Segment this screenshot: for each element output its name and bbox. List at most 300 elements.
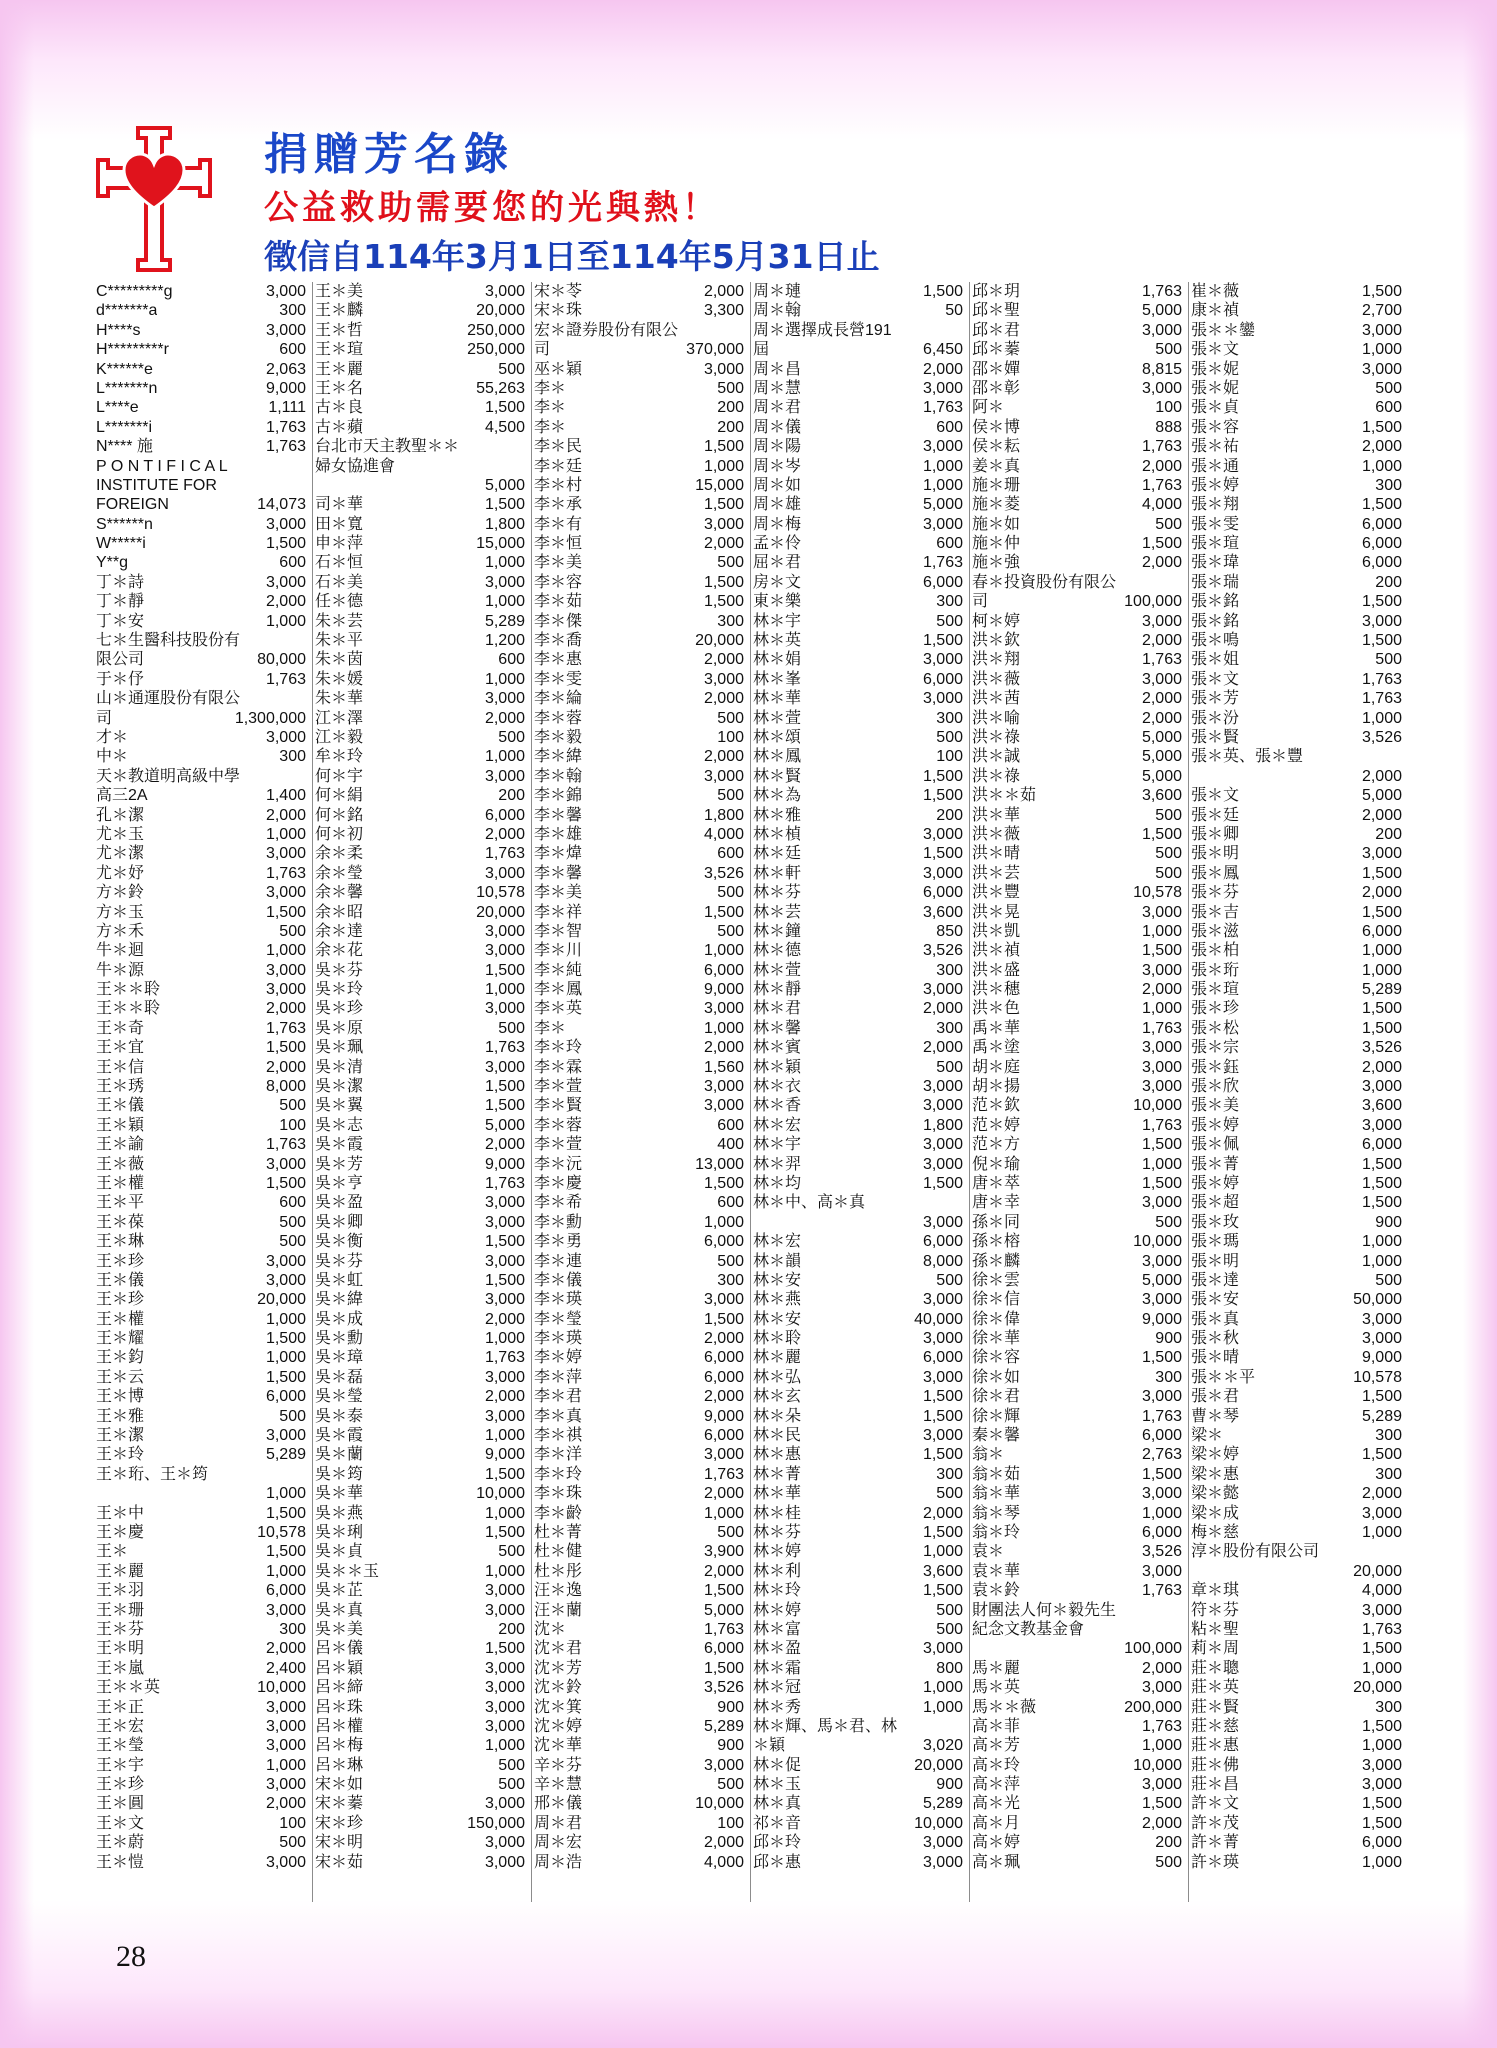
donor-row xyxy=(972,1252,1182,1271)
donor-name: 紀念文教基金會 xyxy=(972,1620,1085,1638)
donor-name: 莊＊聰 xyxy=(1191,1659,1240,1677)
donor-row xyxy=(1191,360,1402,379)
donation-amount: 1,000 xyxy=(1361,709,1402,727)
donation-amount: 2,000 xyxy=(484,709,525,727)
donation-amount: 1,000 xyxy=(1141,1504,1182,1522)
donor-row xyxy=(1191,825,1402,844)
donor-name: 吳＊美 xyxy=(315,1620,364,1638)
donor-row xyxy=(753,573,963,592)
donation-amount: 6,000 xyxy=(1361,922,1402,940)
donor-row xyxy=(972,767,1182,786)
donor-name: 周＊翰 xyxy=(753,302,802,320)
donor-name: 江＊澤 xyxy=(315,709,364,727)
donation-amount: 1,763 xyxy=(703,1620,744,1638)
donor-name: 李＊ xyxy=(534,379,567,397)
donation-amount: 500 xyxy=(498,1019,525,1037)
donor-row xyxy=(1191,941,1402,960)
donation-amount: 80,000 xyxy=(257,651,306,669)
donor-row xyxy=(753,1038,963,1057)
donor-row xyxy=(753,1368,963,1387)
donation-amount: 300 xyxy=(936,1019,963,1037)
donor-row xyxy=(96,1833,306,1852)
donation-amount: 3,000 xyxy=(922,1097,963,1115)
donation-amount: 600 xyxy=(498,651,525,669)
donor-row xyxy=(96,282,306,301)
donor-row xyxy=(315,631,525,650)
donor-name: 丁＊詩 xyxy=(96,573,145,591)
donor-name: 吳＊芬 xyxy=(315,961,364,979)
donor-row xyxy=(753,883,963,902)
donor-name: 林＊冠 xyxy=(753,1679,802,1697)
donor-row xyxy=(753,1310,963,1329)
donor-name: 吳＊虹 xyxy=(315,1271,364,1289)
donor-column xyxy=(313,282,532,1902)
donation-amount: 3,000 xyxy=(1141,1078,1182,1096)
donor-row xyxy=(534,282,744,301)
donor-name: 翁＊ xyxy=(972,1446,1005,1464)
donor-row xyxy=(972,1155,1182,1174)
donor-name: 洪＊豐 xyxy=(972,884,1021,902)
donor-name: 莊＊惠 xyxy=(1191,1737,1240,1755)
donor-name: 周＊君 xyxy=(534,1814,583,1832)
donor-row xyxy=(534,1348,744,1367)
donor-name: 張＊貞 xyxy=(1191,399,1240,417)
donor-name: 梁＊惠 xyxy=(1191,1465,1240,1483)
donor-row xyxy=(96,612,306,631)
donor-row xyxy=(315,1853,525,1872)
donor-name: 邢＊儀 xyxy=(534,1795,583,1813)
donor-name: 洪＊祿 xyxy=(972,728,1021,746)
donor-row xyxy=(972,1135,1182,1154)
donation-amount: 1,000 xyxy=(265,612,306,630)
donor-row xyxy=(1191,1174,1402,1193)
donor-row xyxy=(315,1581,525,1600)
donation-amount: 1,000 xyxy=(1361,1737,1402,1755)
donor-name: 張＊美 xyxy=(1191,1097,1240,1115)
donor-row xyxy=(96,1077,306,1096)
donor-name: 洪＊凱 xyxy=(972,922,1021,940)
donation-amount: 2,000 xyxy=(484,1310,525,1328)
donation-amount: 1,500 xyxy=(1141,1465,1182,1483)
donor-row xyxy=(1191,1348,1402,1367)
donor-name: 何＊絹 xyxy=(315,787,364,805)
donation-amount: 1,300,000 xyxy=(234,709,306,727)
donation-amount: 3,000 xyxy=(1141,379,1182,397)
donor-name: 林＊均 xyxy=(753,1174,802,1192)
donation-amount: 500 xyxy=(1375,1271,1402,1289)
donor-row xyxy=(972,1096,1182,1115)
donor-name: 李＊川 xyxy=(534,942,583,960)
donor-name: 梁＊成 xyxy=(1191,1504,1240,1522)
donor-row xyxy=(534,1445,744,1464)
donor-row xyxy=(315,321,525,340)
donor-row xyxy=(534,398,744,417)
donor-name: 林＊聆 xyxy=(753,1330,802,1348)
donor-name: 禹＊華 xyxy=(972,1019,1021,1037)
donor-name: 洪＊華 xyxy=(972,806,1021,824)
donation-amount: 14,073 xyxy=(257,496,306,514)
page-number: 28 xyxy=(116,1940,146,1973)
donor-row xyxy=(315,1174,525,1193)
donor-name: 王＊珍 xyxy=(96,1252,145,1270)
donation-amount: 1,500 xyxy=(922,1407,963,1425)
donation-amount: 500 xyxy=(1155,1213,1182,1231)
donation-amount: 3,526 xyxy=(1361,1039,1402,1057)
donor-row xyxy=(315,340,525,359)
donation-amount: 3,526 xyxy=(703,864,744,882)
donor-name: 邱＊君 xyxy=(972,321,1021,339)
donor-row xyxy=(972,495,1182,514)
donor-name: 洪＊喻 xyxy=(972,709,1021,727)
donor-row xyxy=(753,728,963,747)
donor-row xyxy=(753,1775,963,1794)
donation-amount: 1,763 xyxy=(484,1039,525,1057)
donor-row xyxy=(1191,515,1402,534)
donation-amount: 500 xyxy=(936,1485,963,1503)
donor-name: 周＊雄 xyxy=(753,496,802,514)
donor-name: 吳＊成 xyxy=(315,1310,364,1328)
donor-row xyxy=(534,1155,744,1174)
donor-row xyxy=(753,786,963,805)
donation-amount: 2,000 xyxy=(703,1834,744,1852)
donor-row xyxy=(1191,1407,1402,1426)
donor-row xyxy=(1191,1252,1402,1271)
donation-amount: 1,763 xyxy=(265,864,306,882)
donation-amount: 5,000 xyxy=(1141,302,1182,320)
donor-column xyxy=(970,282,1189,1902)
donor-name: 張＊君 xyxy=(1191,1388,1240,1406)
donation-amount: 3,000 xyxy=(922,379,963,397)
donor-row xyxy=(315,1794,525,1813)
donation-amount: 200 xyxy=(717,399,744,417)
donation-amount xyxy=(1398,747,1402,766)
donation-amount: 1,500 xyxy=(922,787,963,805)
donation-amount: 6,000 xyxy=(1361,1136,1402,1154)
donation-amount: 1,763 xyxy=(484,1349,525,1367)
donor-name: 張＊晴 xyxy=(1191,1349,1240,1367)
donor-row xyxy=(972,1387,1182,1406)
donor-name: 胡＊揚 xyxy=(972,1078,1021,1096)
donor-row xyxy=(315,1387,525,1406)
donor-row xyxy=(96,1659,306,1678)
donor-name: 周＊儀 xyxy=(753,418,802,436)
donation-amount: 3,526 xyxy=(1141,1543,1182,1561)
donor-name: 呂＊締 xyxy=(315,1679,364,1697)
donor-name: 林＊利 xyxy=(753,1562,802,1580)
donation-amount: 800 xyxy=(936,1659,963,1677)
donor-column xyxy=(94,282,313,1902)
donation-amount: 1,500 xyxy=(1141,1136,1182,1154)
donor-name: 林＊軒 xyxy=(753,864,802,882)
donation-amount: 200 xyxy=(498,787,525,805)
donor-row xyxy=(315,398,525,417)
donation-amount: 20,000 xyxy=(1353,1679,1402,1697)
donation-amount: 1,500 xyxy=(703,573,744,591)
donation-amount: 1,000 xyxy=(922,476,963,494)
donor-row xyxy=(315,1775,525,1794)
donor-name: 吳＊磊 xyxy=(315,1368,364,1386)
donor-row xyxy=(534,1465,744,1484)
donor-name: 于＊伃 xyxy=(96,670,145,688)
donor-name: 丁＊安 xyxy=(96,612,145,630)
donor-name: 梁＊ xyxy=(1191,1427,1224,1445)
donation-amount: 3,000 xyxy=(1361,1756,1402,1774)
donor-name: 林＊賓 xyxy=(753,1039,802,1057)
donor-name: 林＊富 xyxy=(753,1620,802,1638)
donor-row xyxy=(972,457,1182,476)
donor-row xyxy=(1191,282,1402,301)
donation-amount: 1,500 xyxy=(922,1174,963,1192)
donor-row xyxy=(1191,1833,1402,1852)
donor-name: 沈＊華 xyxy=(534,1737,583,1755)
donor-row xyxy=(1191,1814,1402,1833)
donor-name: 吳＊芳 xyxy=(315,1155,364,1173)
donor-name: 杜＊彤 xyxy=(534,1562,583,1580)
donor-row xyxy=(972,1775,1182,1794)
donor-name: 王＊珍 xyxy=(96,1291,145,1309)
donation-amount: 1,500 xyxy=(1141,1795,1182,1813)
donor-name: 宏＊證券股份有限公 xyxy=(534,321,679,339)
donor-name: 王＊琇 xyxy=(96,1078,145,1096)
donation-amount: 3,000 xyxy=(922,1136,963,1154)
donor-name: 巫＊穎 xyxy=(534,360,583,378)
donor-row xyxy=(534,1484,744,1503)
donation-amount: 600 xyxy=(279,1194,306,1212)
donor-name: 吳＊蘭 xyxy=(315,1446,364,1464)
donation-amount: 500 xyxy=(717,922,744,940)
donor-row xyxy=(1191,1484,1402,1503)
donor-row xyxy=(972,1232,1182,1251)
donor-name: 呂＊穎 xyxy=(315,1659,364,1677)
donor-name: 洪＊薇 xyxy=(972,670,1021,688)
left-border-gradient xyxy=(0,0,34,2048)
donor-name: 王＊慶 xyxy=(96,1524,145,1541)
donation-amount xyxy=(959,1193,963,1212)
donor-row xyxy=(1191,844,1402,863)
donation-amount: 1,200 xyxy=(484,632,525,650)
donor-row xyxy=(96,844,306,863)
donor-name: C*********g xyxy=(96,283,173,300)
donor-row xyxy=(753,476,963,495)
donor-name: 吳＊芬 xyxy=(315,1252,364,1270)
donor-row xyxy=(96,1620,306,1639)
donor-row xyxy=(1191,1794,1402,1813)
donor-name: 林＊華 xyxy=(753,1485,802,1503)
donation-amount: 3,900 xyxy=(703,1543,744,1561)
donor-row xyxy=(96,1116,306,1135)
donor-name: 王＊正 xyxy=(96,1698,145,1716)
donor-name: FOREIGN xyxy=(96,496,169,514)
donor-name: 李＊婷 xyxy=(534,1349,583,1367)
donor-name: 林＊萱 xyxy=(753,709,802,727)
donor-name: 宋＊苓 xyxy=(534,283,583,300)
donor-row xyxy=(753,612,963,631)
donor-row xyxy=(753,1833,963,1852)
donor-name: 吳＊霞 xyxy=(315,1136,364,1154)
donation-amount: 3,000 xyxy=(703,1000,744,1018)
donation-amount: 500 xyxy=(936,1620,963,1638)
donor-row xyxy=(96,1698,306,1717)
donation-amount: 1,500 xyxy=(1361,1446,1402,1464)
donation-amount: 3,000 xyxy=(265,961,306,979)
donation-amount: 500 xyxy=(279,1233,306,1251)
donor-name: 范＊方 xyxy=(972,1136,1021,1154)
donor-name: 張＊珍 xyxy=(1191,1000,1240,1018)
donation-amount: 1,763 xyxy=(265,1019,306,1037)
donor-name: 張＊達 xyxy=(1191,1271,1240,1289)
donation-amount: 6,000 xyxy=(1361,554,1402,572)
donation-amount: 3,000 xyxy=(1361,1504,1402,1522)
donor-row xyxy=(96,1853,306,1872)
donor-name: 洪＊祿 xyxy=(972,767,1021,785)
donation-amount: 1,000 xyxy=(703,1504,744,1522)
donor-row xyxy=(534,1407,744,1426)
donation-amount: 5,000 xyxy=(703,1601,744,1619)
donation-amount: 300 xyxy=(936,961,963,979)
donor-row xyxy=(534,1116,744,1135)
donation-amount: 1,500 xyxy=(1361,1795,1402,1813)
donor-name: 何＊宇 xyxy=(315,767,364,785)
donation-amount: 1,000 xyxy=(484,1562,525,1580)
donor-name: 李＊齡 xyxy=(534,1504,583,1522)
donation-amount: 3,000 xyxy=(484,922,525,940)
donation-amount: 200 xyxy=(717,418,744,436)
donor-name: 宋＊珠 xyxy=(534,302,583,320)
donation-amount: 300 xyxy=(1375,1465,1402,1483)
donor-row xyxy=(1191,650,1402,669)
donation-amount: 1,500 xyxy=(1141,1349,1182,1367)
donor-name: 李＊純 xyxy=(534,961,583,979)
donation-amount: 500 xyxy=(279,1834,306,1852)
donation-amount xyxy=(302,457,306,476)
donor-row xyxy=(972,437,1182,456)
donor-name: L****e xyxy=(96,399,139,417)
donor-row xyxy=(534,786,744,805)
donation-amount: 2,000 xyxy=(265,1058,306,1076)
donor-row xyxy=(1191,495,1402,514)
donor-name: 祁＊音 xyxy=(753,1814,802,1832)
donor-name: 李＊惠 xyxy=(534,651,583,669)
donor-name: 周＊璉 xyxy=(753,283,802,300)
donor-name: 李＊緯 xyxy=(534,748,583,766)
donor-row xyxy=(96,457,306,476)
donor-name: 李＊馨 xyxy=(534,806,583,824)
donation-amount: 6,000 xyxy=(484,806,525,824)
donor-row xyxy=(972,1116,1182,1135)
donation-amount: 1,763 xyxy=(1361,690,1402,708)
donor-row xyxy=(315,573,525,592)
donation-amount: 300 xyxy=(1155,1368,1182,1386)
donation-amount: 5,000 xyxy=(1141,767,1182,785)
donation-amount: 2,700 xyxy=(1361,302,1402,320)
donation-amount: 2,000 xyxy=(703,1388,744,1406)
donor-name: 高＊玲 xyxy=(972,1756,1021,1774)
donation-amount: 500 xyxy=(498,360,525,378)
donor-row xyxy=(753,747,963,766)
donation-amount: 3,000 xyxy=(703,670,744,688)
donor-row xyxy=(972,1077,1182,1096)
donation-amount: 500 xyxy=(279,1213,306,1231)
donation-amount: 3,000 xyxy=(1141,321,1182,339)
donor-name: 林＊秀 xyxy=(753,1698,802,1716)
donor-row xyxy=(1191,1368,1402,1387)
donor-row xyxy=(1191,1523,1402,1542)
donor-row xyxy=(972,1445,1182,1464)
donation-amount: 3,000 xyxy=(265,981,306,999)
donor-name: 林＊頌 xyxy=(753,728,802,746)
donation-amount: 10,000 xyxy=(1133,1756,1182,1774)
donor-name: 許＊菁 xyxy=(1191,1834,1240,1852)
donor-name: 宋＊茹 xyxy=(315,1853,364,1871)
donation-amount: 3,000 xyxy=(922,864,963,882)
donor-row xyxy=(534,1542,744,1561)
donor-name: 王＊平 xyxy=(96,1194,145,1212)
donation-amount: 1,800 xyxy=(703,806,744,824)
donation-amount: 5,000 xyxy=(1361,787,1402,805)
donor-row xyxy=(96,1096,306,1115)
donation-amount: 4,500 xyxy=(484,418,525,436)
donation-amount: 1,500 xyxy=(1361,418,1402,436)
donor-row xyxy=(534,1504,744,1523)
donor-row xyxy=(972,806,1182,825)
donation-amount: 4,000 xyxy=(1361,1582,1402,1600)
donor-row xyxy=(315,941,525,960)
donor-name: 婦女協進會 xyxy=(315,457,396,475)
donor-name: 周＊如 xyxy=(753,476,802,494)
donor-name: 張＊姐 xyxy=(1191,651,1240,669)
donor-row xyxy=(972,786,1182,805)
donor-row xyxy=(753,282,963,301)
donor-row xyxy=(534,437,744,456)
donation-amount: 3,000 xyxy=(265,573,306,591)
donation-amount: 3,000 xyxy=(922,690,963,708)
donor-row xyxy=(315,1620,525,1639)
donation-amount: 3,000 xyxy=(922,515,963,533)
donor-name: 徐＊雲 xyxy=(972,1271,1021,1289)
donor-name: 宋＊蓁 xyxy=(315,1795,364,1813)
donor-name: 林＊香 xyxy=(753,1097,802,1115)
donation-amount: 500 xyxy=(717,1252,744,1270)
donation-amount: 9,000 xyxy=(1361,1349,1402,1367)
donor-row xyxy=(96,1213,306,1232)
donor-name: 古＊蘋 xyxy=(315,418,364,436)
donation-amount: 1,000 xyxy=(265,1310,306,1328)
donation-amount: 300 xyxy=(279,1620,306,1638)
donor-name: 張＊佩 xyxy=(1191,1136,1240,1154)
donor-row xyxy=(315,360,525,379)
donor-name: 余＊達 xyxy=(315,922,364,940)
donor-name: 牛＊迴 xyxy=(96,942,145,960)
donation-amount: 150,000 xyxy=(467,1814,525,1832)
donor-name: 限公司 xyxy=(96,651,145,669)
donor-row xyxy=(96,1038,306,1057)
donor-row xyxy=(1191,1581,1402,1600)
donation-amount: 3,000 xyxy=(1141,903,1182,921)
donor-row xyxy=(315,650,525,669)
donation-amount: 15,000 xyxy=(695,476,744,494)
donation-amount: 100 xyxy=(279,1814,306,1832)
donor-row xyxy=(972,650,1182,669)
donor-row xyxy=(972,553,1182,572)
donor-row xyxy=(96,379,306,398)
donor-name: 高＊光 xyxy=(972,1795,1021,1813)
donor-row xyxy=(534,999,744,1018)
donation-amount: 1,500 xyxy=(922,1446,963,1464)
donor-name: 李＊ xyxy=(534,418,567,436)
donor-name: 林＊惠 xyxy=(753,1446,802,1464)
donor-name: 王＊博 xyxy=(96,1388,145,1406)
donor-row xyxy=(972,1290,1182,1309)
